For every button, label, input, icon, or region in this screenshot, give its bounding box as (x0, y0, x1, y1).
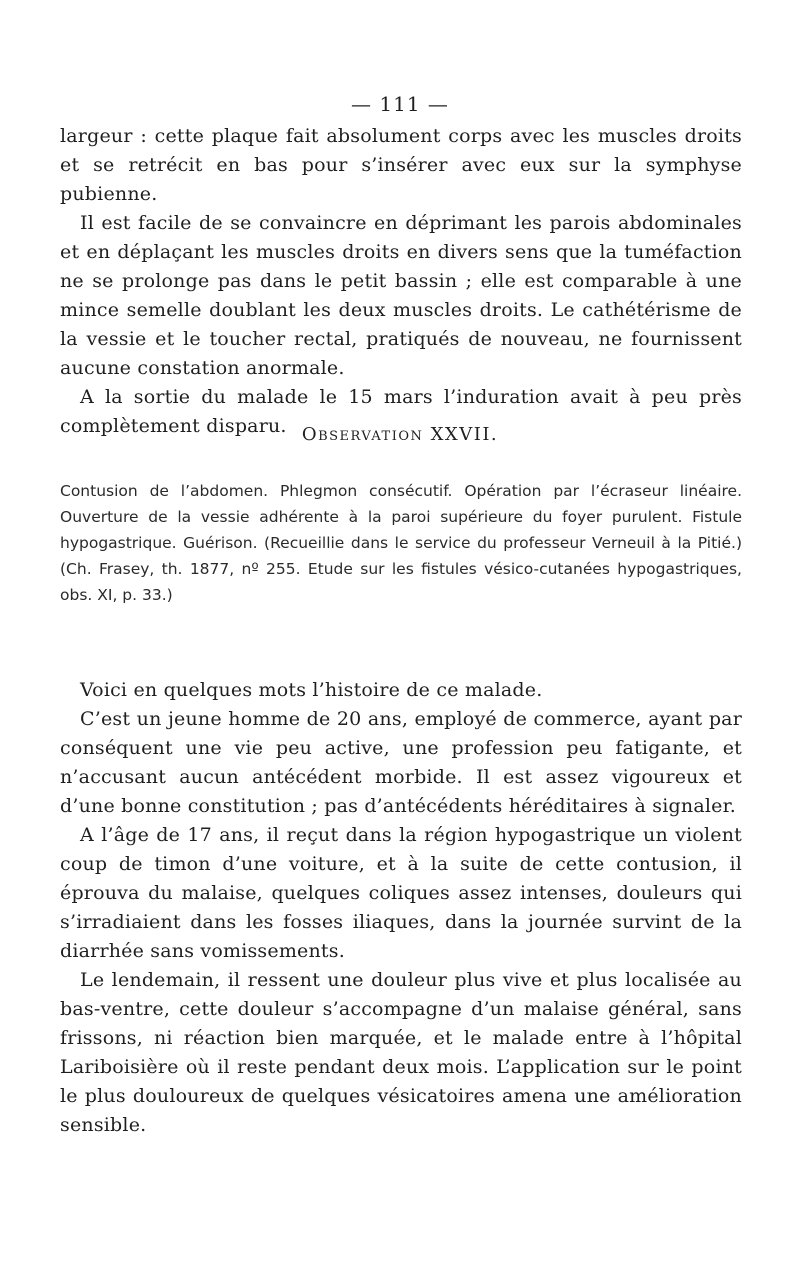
paragraph: Voici en quelques mots l’histoire de ce malade. (80, 679, 543, 701)
paragraph: A l’âge de 17 ans, il reçut dans la région hypogastrique un violent coup de timon d’une voiture, et à la suite de cette contusion, il éprouva du malaise, quelques coliques assez intenses, douleurs qui s’irradiaient dans les fosses iliaques, dans la journée survint de la diarrhée sans vomissements. (60, 824, 742, 962)
paragraph: Il est facile de se convaincre en déprimant les parois abdominales et en déplaçant les muscles droits en divers sens que la tuméfaction ne se prolonge pas dans le petit bassin ; elle est comparable à une mince semelle doublant les deux muscles droits. Le cathétérisme de la vessie et le toucher rectal, pratiqués de nouveau, ne fournissent aucune constation anormale. (60, 212, 742, 379)
text-block-top (60, 122, 742, 441)
paragraph: largeur : cette plaque fait absolument corps avec les muscles droits et se retrécit en bas pour s’insérer avec eux sur la symphyse pubienne. (60, 125, 742, 205)
text-block-bottom (60, 676, 742, 1140)
paragraph: Le lendemain, il ressent une douleur plus vive et plus localisée au bas-ventre, cette douleur s’accompagne d’un malaise général, sans frissons, ni réaction bien marquée, et le malade entre à l’hôpital Lariboisière où il reste pendant deux mois. L’application sur le point le plus douloureux de quelques vésicatoires amena une amélioration sensible. (60, 969, 742, 1136)
page-number: — 111 — (351, 92, 449, 116)
observation-summary: Contusion de l’abdomen. Phlegmon consécutif. Opération par l’écraseur linéaire. Ouverture de la vessie adhérente à la paroi supérieure du foyer purulent. Fistule hypogastrique. Guérison. (Recueillie dans le service du professeur Verneuil à la Pitié.) (Ch. Frasey, th. 1877, nº 255. Etude sur les fistules vésico-cutanées hypogastriques, obs. XI, p. 33.) (60, 482, 742, 604)
paragraph: C’est un jeune homme de 20 ans, employé de commerce, ayant par conséquent une vie peu active, une profession peu fatigante, et n’accusant aucun antécédent morbide. Il est assez vigoureux et d’une bonne constitution ; pas d’antécédents héréditaires à signaler. (60, 708, 742, 817)
observation-title: Observation XXVII. (301, 424, 499, 445)
paragraph: A la sortie du malade le 15 mars l’induration avait à peu près complètement disparu. (60, 386, 742, 437)
